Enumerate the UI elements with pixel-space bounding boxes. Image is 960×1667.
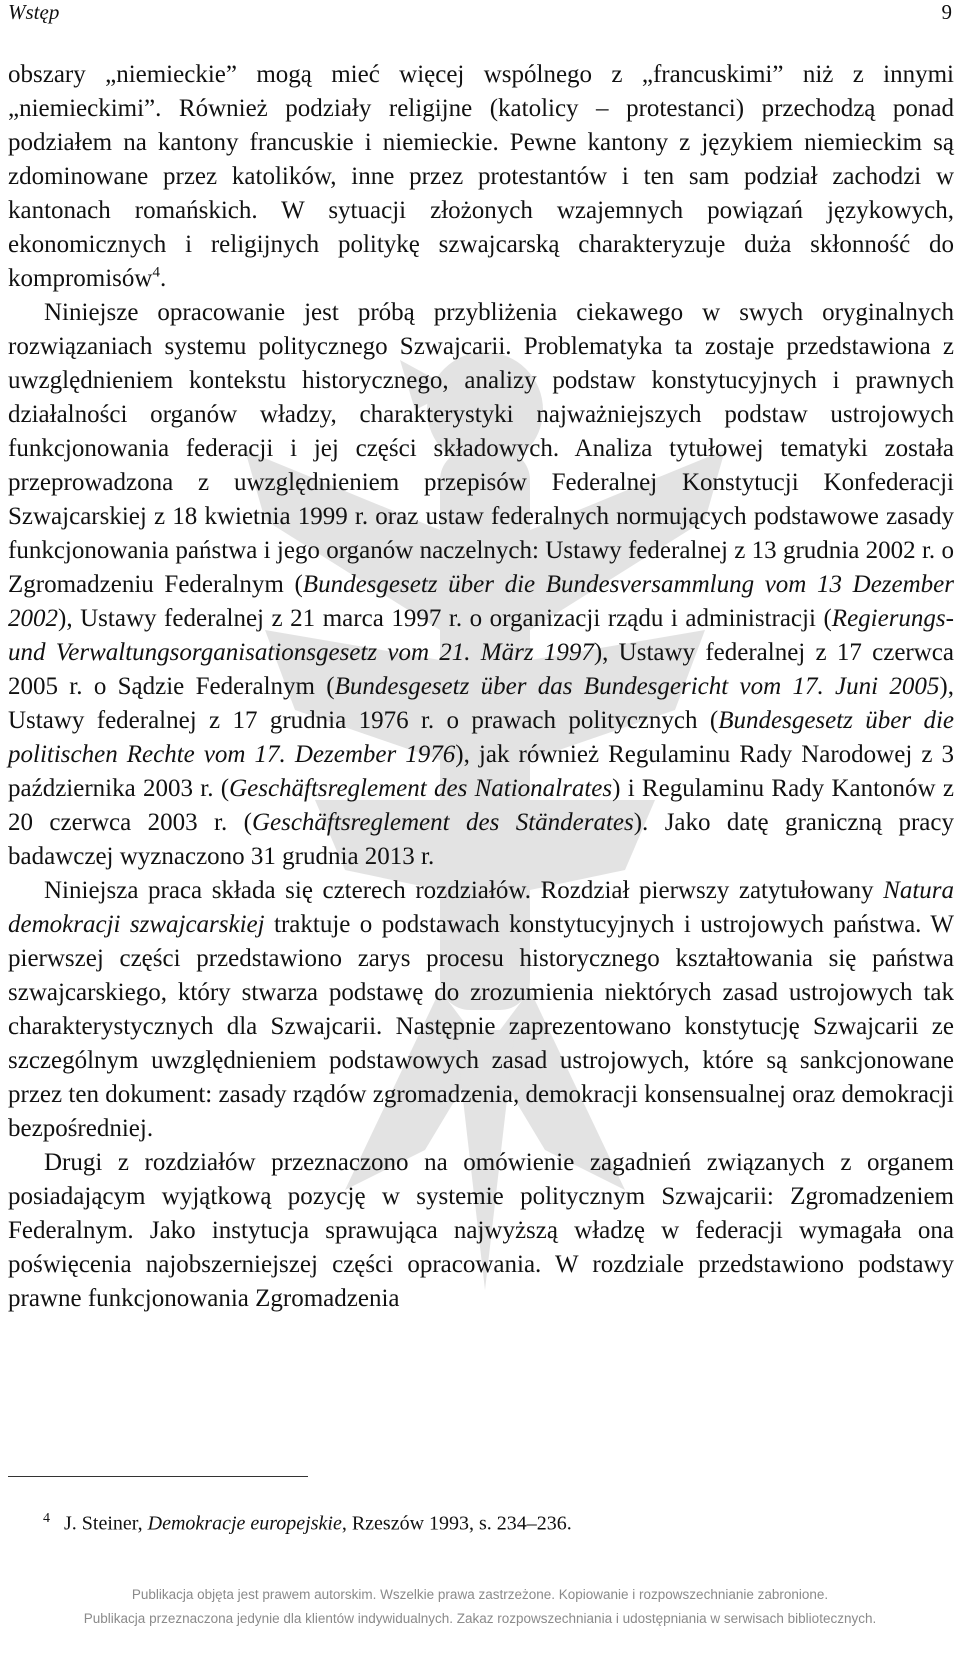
footnote-title: Demokracje europejskie xyxy=(147,1512,342,1535)
italic-title: Regierungs- und Verwaltungsorganisationsgesetz vom 21. März 1997 xyxy=(8,605,954,666)
footnote-author: J. Steiner, xyxy=(64,1512,148,1535)
footnote-divider xyxy=(8,1476,308,1477)
text-run: Niniejsze opracowanie jest próbą przybliżenia ciekawego w swych oryginalnych rozwiązaniach systemu politycznego Szwajcarii. Problematyka ta zostaje przedstawiona z uwzględnieniem kontekstu historycznego, analizy podstaw konstytucyjnych i prawnych działalności organów władzy, charakterystyki najważniejszych podstaw ustrojowych funkcjonowania federacji i jej części składowych. Analiza tytułowej tematyki została przeprowadzona z uwzględnieniem przepisów Federalnej Konstytucji Konfederacji Szwajcarskiej z 18 kwietnia 1999 r. oraz ustaw federalnych normujących podstawowe zasady funkcjonowania państwa i jego organów naczelnych: Ustawy federalnej z 13 grudnia 2002 r. o Zgromadzeniu Federalnym ( xyxy=(8,299,954,598)
usage-notice: Publikacja przeznaczona jedynie dla klientów indywidualnych. Zakaz rozpowszechniania i udostępniania w serwisach bibliotecznych. xyxy=(83,1611,877,1626)
text-run: ), Ustawy federalnej z 17 czerwca 2005 r. o Sądzie Federalnym ( xyxy=(8,639,954,700)
footnote-rest: , Rzeszów 1993, s. 234–236. xyxy=(341,1512,572,1535)
footnote xyxy=(43,1506,923,1537)
footnote-ref[interactable]: 4 xyxy=(152,264,160,281)
italic-title: Geschäftsreglement des Nationalrates xyxy=(229,775,613,802)
italic-title: Bundesgesetz über die Bundesversammlung vom 13 Dezember 2002 xyxy=(8,571,954,632)
italic-title: Bundesgesetz über das Bundesgericht vom 17. Juni 2005 xyxy=(334,673,940,700)
paragraph xyxy=(8,874,954,1146)
text-run: ) i Regulaminu Rady Kantonów z 20 czerwca 2003 r. ( xyxy=(8,775,954,836)
text-run: obszary „niemieckie” mogą mieć więcej wspólnego z „francuskimi” niż z innymi „niemieckimi”. Również podziały religijne (katolicy – protestanci) przechodzą ponad podziałem na kantony francuskie i niemieckie. Pewne kantony z językiem niemieckim są zdominowane przez katolików, inne przez protestantów i ten sam podział zachodzi w kantonach romańskich. W sytuacji złożonych wzajemnych powiązań językowych, ekonomicznych i religijnych politykę szwajcarską charakteryzuje duża skłonność do kompromisów xyxy=(8,61,954,292)
text-run: ), Ustawy federalnej z 21 marca 1997 r. o organizacji rządu i administracji ( xyxy=(58,605,832,632)
text-run: traktuje o podstawach konstytucyjnych i ustrojowych państwa. W pierwszej części przedstawiono zarys procesu historycznego kształtowania się państwa szwajcarskiego, który stwarza podstawę do zrozumienia niektórych zasad ustrojowych tak charakterystycznych dla Szwajcarii. Następnie zaprezentowano konstytucję Szwajcarii ze szczególnym uwzględnieniem podstawowych zasad ustrojowych, które są sankcjonowane przez ten dokument: zasady rządów zgromadzenia, demokracji konsensualnej oraz demokracji bezpośredniej. xyxy=(8,911,954,1142)
copyright-notice: Publikacja objęta jest prawem autorskim. Wszelkie prawa zastrzeżone. Kopiowanie i rozpowszechnianie zabronione. xyxy=(131,1587,829,1602)
text-run: ). Jako datę graniczną pracy badawczej wyznaczono 31 grudnia 2013 r. xyxy=(8,809,955,870)
body-text xyxy=(8,58,954,1316)
italic-title: Natura demokracji szwajcarskiej xyxy=(8,877,954,938)
paragraph xyxy=(8,296,954,874)
text-run: . xyxy=(159,265,167,292)
italic-title: Bundesgesetz über die politischen Rechte vom 17. Dezember 1976 xyxy=(8,707,955,768)
paragraph: Drugi z rozdziałów przeznaczono na omówienie zagadnień związanych z organem posiadającym wyjątkową pozycję w systemie politycznym Szwajcarii: Zgromadzeniem Federalnym. Jako instytucja sprawująca najwyższą władzę w federacji wymagała ona poświęcenia najobszerniejszej części opracowania. W rozdziale przedstawiono podstawy prawne funkcjonowania Zgromadzenia xyxy=(8,1149,954,1312)
text-run: ), Ustawy federalnej z 17 grudnia 1976 r. o prawach politycznych ( xyxy=(8,673,954,734)
text-run: Niniejsza praca składa się czterech rozdziałów. Rozdział pierwszy zatytułowany xyxy=(44,877,884,904)
page-number: 9 xyxy=(941,0,952,24)
running-header xyxy=(8,0,952,24)
paragraph xyxy=(8,58,954,296)
italic-title: Geschäftsreglement des Ständerates xyxy=(251,809,634,836)
text-run: ), jak również Regulaminu Rady Narodowej z 3 października 2003 r. ( xyxy=(8,741,954,802)
chapter-title: Wstęp xyxy=(8,0,60,24)
footnote-number: 4 xyxy=(43,1511,50,1526)
